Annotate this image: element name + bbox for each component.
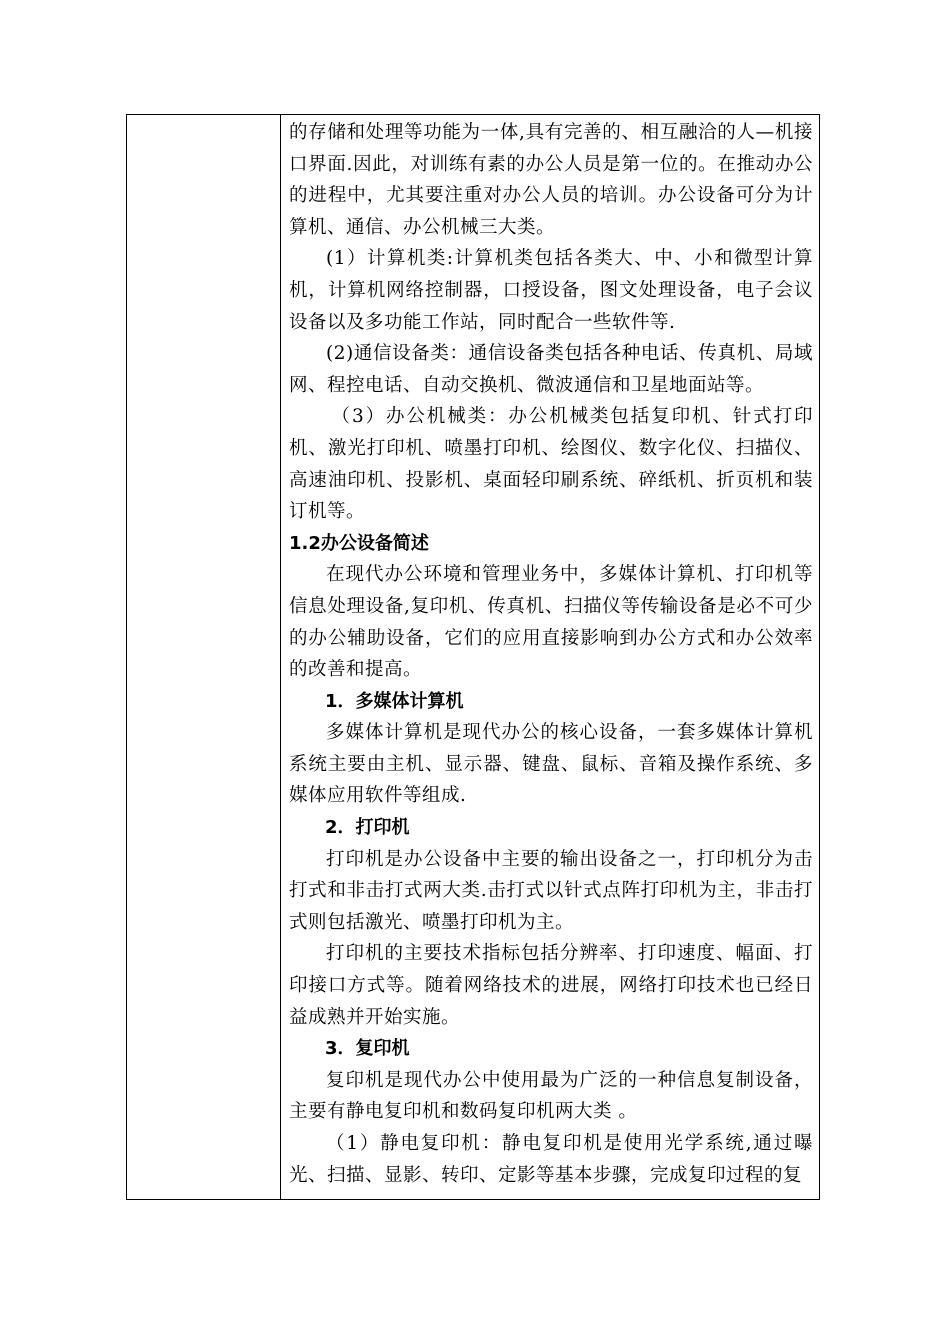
subheading-copier: 3．复印机	[325, 1038, 410, 1060]
subheading-printer: 2．打印机	[325, 817, 410, 839]
paragraph-computer-category: (1）计算机类:计算机类包括各类大、中、小和微型计算机，计算机网络控制器，口授设备，图文处理设备，电子会议设备以及多功能工作站，同时配合一些软件等.	[289, 248, 813, 333]
table-left-cell	[127, 115, 281, 1199]
paragraph-multimedia-computer: 多媒体计算机是现代办公的核心设备，一套多媒体计算机系统主要由主机、显示器、键盘、鼠标、音箱及操作系统、多媒体应用软件等组成.	[289, 722, 813, 807]
paragraph-intro: 的存储和处理等功能为一体,具有完善的、相互融洽的人—机接口界面.因此，对训练有素的办公人员是第一位的。在推动办公的进程中，尤其要注重对办公人员的培训。办公设备可分为计算机、通信、办公机械三大类。	[289, 122, 813, 238]
paragraph-electrostatic-copier: （1）静电复印机：静电复印机是使用光学系统,通过曝光、扫描、显影、转印、定影等基本步骤，完成复印过程的复	[289, 1133, 813, 1186]
paragraph-printer-types: 打印机是办公设备中主要的输出设备之一，打印机分为击打式和非击打式两大类.击打式以针式点阵打印机为主，非击打式则包括激光、喷墨打印机为主。	[289, 848, 813, 933]
document-table	[126, 114, 820, 1200]
table-content-cell	[281, 115, 819, 1199]
paragraph-printer-specs: 打印机的主要技术指标包括分辨率、打印速度、幅面、打印接口方式等。随着网络技术的进展，网络打印技术也已经日益成熟并开始实施。	[289, 943, 813, 1028]
paragraph-copier-intro: 复印机是现代办公中使用最为广泛的一种信息复制设备，主要有静电复印机和数码复印机两大类 。	[289, 1069, 813, 1123]
paragraph-overview: 在现代办公环境和管理业务中，多媒体计算机、打印机等信息处理设备,复印机、传真机、扫描仪等传输设备是必不可少的办公辅助设备，它们的应用直接影响到办公方式和办公效率的改善和提高。	[289, 564, 813, 681]
subheading-multimedia-computer: 1．多媒体计算机	[325, 690, 464, 712]
paragraph-office-machinery-category: （3）办公机械类：办公机械类包括复印机、针式打印机、激光打印机、喷墨打印机、绘图仪、数字化仪、扫描仪、高速油印机、投影机、桌面轻印刷系统、碎纸机、折页机和装订机等。	[289, 406, 813, 523]
section-heading: 1.2办公设备简述	[289, 532, 429, 554]
paragraph-communication-category: (2)通信设备类：通信设备类包括各种电话、传真机、局域网、程控电话、自动交换机、微波通信和卫星地面站等。	[289, 343, 813, 396]
